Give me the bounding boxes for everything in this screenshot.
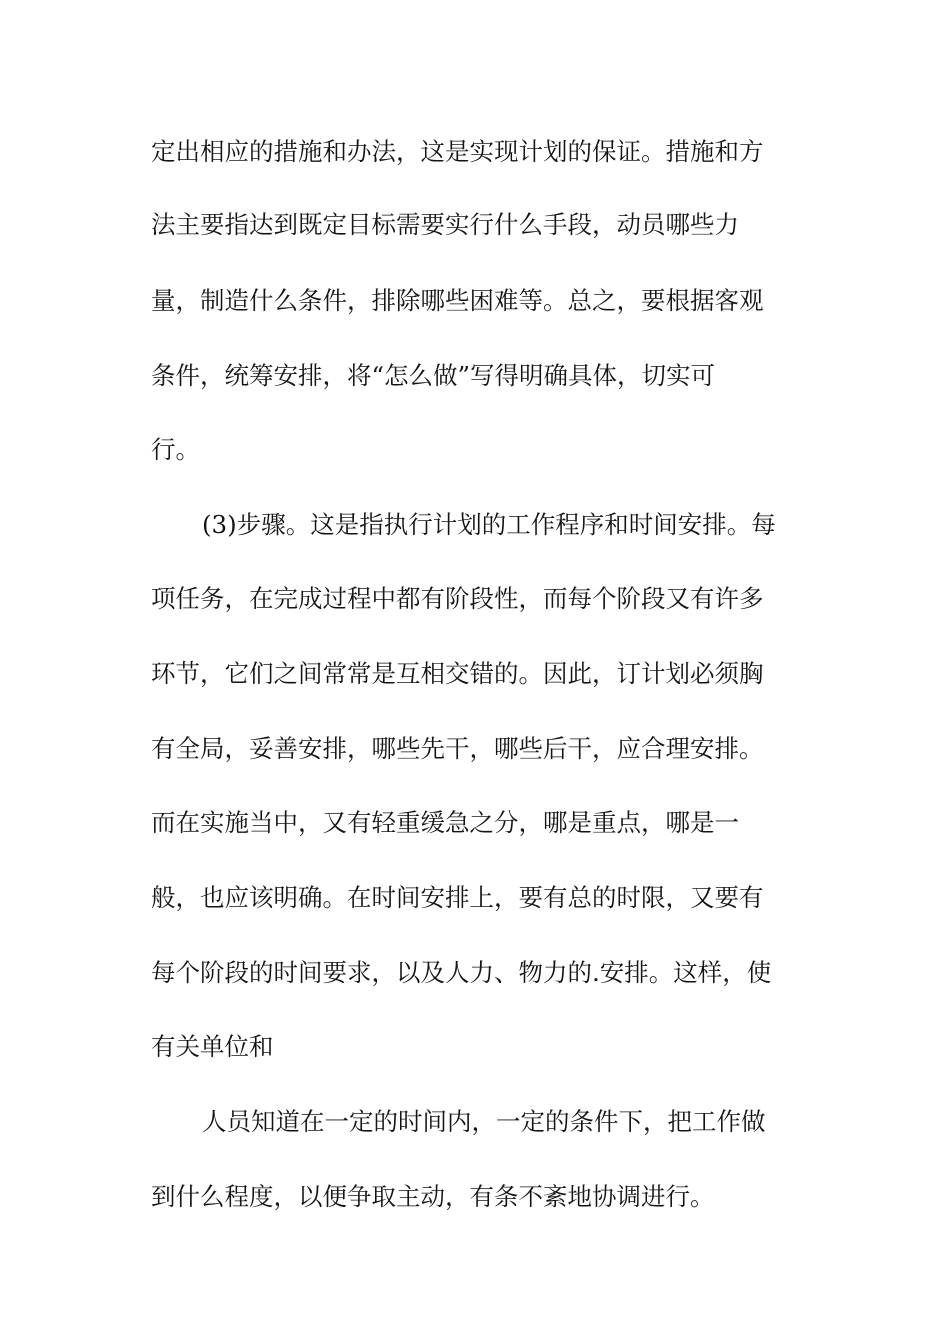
text-line: 到什么程度，以便争取主动，有条不紊地协调进行。 [151, 1182, 715, 1211]
text-line: 有关单位和 [151, 1032, 274, 1061]
paragraph-start-line: 人员知道在一定的时间内，一定的条件下，把工作做 [202, 1107, 766, 1136]
text-line: 法主要指达到既定目标需要实行什么手段，动员哪些力 [151, 210, 739, 239]
paragraph-start-line: (3)步骤。这是指执行计划的工作程序和时间安排。每 [202, 510, 776, 539]
text-line: 定出相应的措施和办法，这是实现计划的保证。措施和方 [151, 137, 764, 166]
text-line: 而在实施当中，又有轻重缓急之分，哪是重点，哪是一 [151, 808, 739, 837]
text-line: 项任务，在完成过程中都有阶段性，而每个阶段又有许多 [151, 584, 764, 613]
text-line: 条件，统筹安排，将“怎么做”写得明确具体，切实可 [151, 361, 716, 390]
text-line: 每个阶段的时间要求，以及人力、物力的.安排。这样，使 [151, 958, 772, 987]
text-line: 量，制造什么条件，排除哪些困难等。总之，要根据客观 [151, 286, 764, 315]
text-line: 般，也应该明确。在时间安排上，要有总的时限，又要有 [151, 883, 764, 912]
text-line: 行。 [151, 435, 200, 464]
text-line: 环节，它们之间常常是互相交错的。因此，订计划必须胸 [151, 659, 764, 688]
text-line: 有全局，妥善安排，哪些先干，哪些后干，应合理安排。 [151, 734, 764, 763]
